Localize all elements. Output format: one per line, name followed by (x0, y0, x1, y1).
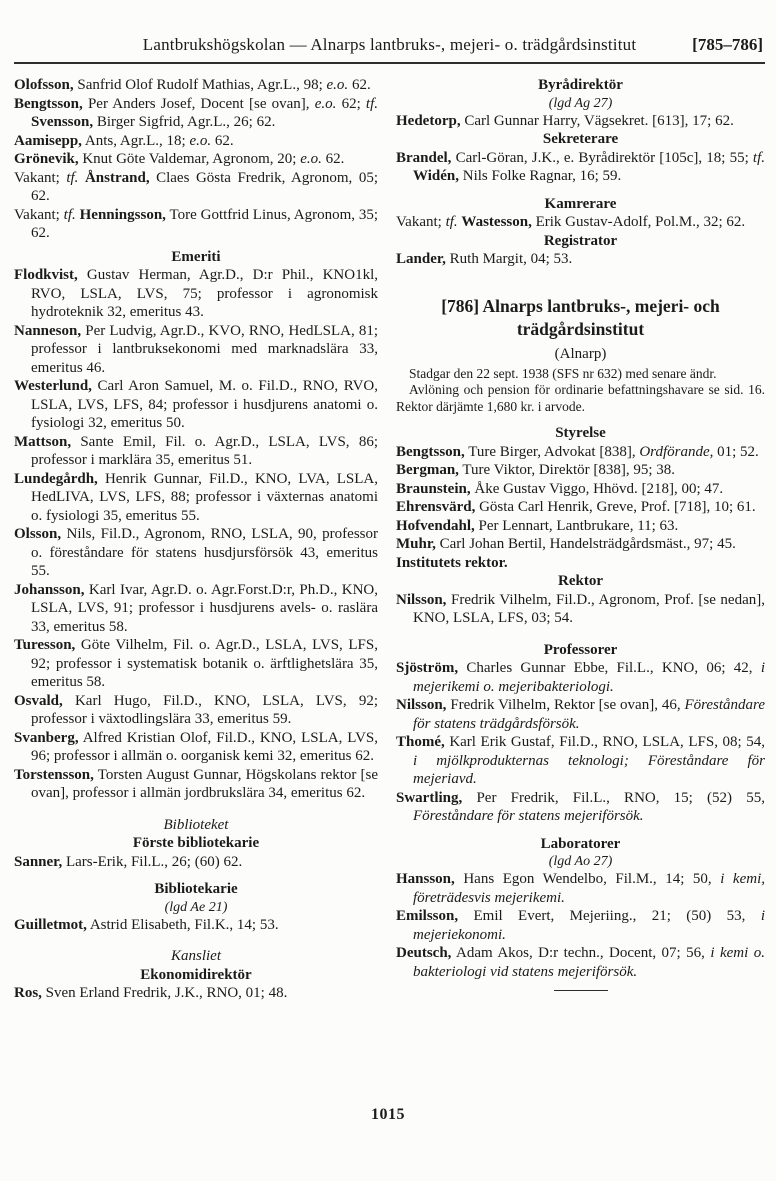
entry-text: Bengtsson, (396, 443, 465, 460)
left-column (14, 76, 378, 1003)
entry-text: Sven Erland Fredrik, J.K., RNO, 01; 48. (41, 985, 288, 1001)
entry-text: Grönevik, (14, 151, 79, 167)
directory-entry (14, 95, 378, 132)
entry-text: Hofvendahl, (396, 517, 475, 534)
entry-text: 62. (211, 132, 234, 149)
article-heading-line: trädgårdsinstitut (516, 318, 645, 339)
vertical-gap (396, 826, 765, 835)
directory-entry (396, 213, 765, 232)
salary-grade-note: (lgd Ao 27) (548, 854, 613, 869)
entry-text: Johansson, (14, 581, 85, 598)
entry-text: Wastesson, (461, 214, 532, 230)
entry-text: Olsson, (14, 526, 62, 542)
section-heading: Sekreterare (542, 131, 619, 147)
entry-text: 62. (348, 77, 371, 93)
entry-text: Tore Gottfrid Linus, Agronom, 35; 62. (31, 206, 378, 241)
directory-entry (396, 480, 765, 499)
entry-text: Ruth Margit, 04; 53. (445, 251, 573, 267)
running-header-page-ref: [785–786] (692, 35, 763, 54)
entry-text: Svensson, (31, 114, 94, 130)
directory-entry (14, 470, 378, 526)
entry-text: i mejeriekonomi. (413, 908, 765, 943)
entry-text: Astrid Elisabeth, Fil.K., 14; 53. (86, 916, 279, 933)
entry-text: Flodkvist, (14, 267, 78, 283)
entry-text: Per Anders Josef, Docent [se ovan], (82, 95, 315, 112)
entry-text: Svanberg, (14, 729, 79, 746)
vertical-gap (396, 628, 765, 641)
entry-text: 62; (336, 95, 366, 112)
directory-entry (396, 461, 765, 480)
vertical-gap (14, 934, 378, 947)
vertical-gap (396, 415, 765, 424)
entry-text: Nils Folke Ragnar, 16; 59. (459, 168, 622, 184)
separator-rule (554, 990, 608, 991)
directory-entry (14, 984, 378, 1003)
directory-entry (14, 169, 378, 206)
directory-entry (396, 733, 765, 789)
directory-entry (14, 916, 378, 935)
directory-entry (14, 433, 378, 470)
entry-text: Lars-Erik, Fil.L., 26; (60) 62. (62, 853, 243, 870)
entry-text: 01; 52. (713, 443, 759, 460)
entry-text: Institutets rektor. (396, 554, 508, 571)
entry-text: Braunstein, (396, 480, 471, 497)
entry-text: Bengtsson, (14, 95, 83, 112)
entry-text: Mattson, (14, 433, 72, 450)
directory-entry (14, 322, 378, 378)
entry-text: e.o. (314, 95, 337, 112)
entry-text: Sanner, (14, 853, 63, 870)
entry-text: Lundegårdh, (14, 470, 98, 487)
section-heading: Registrator (543, 232, 618, 249)
directory-entry (14, 692, 378, 729)
entry-text: Henningsson, (79, 206, 166, 223)
two-column-text (14, 76, 765, 1003)
section-heading: Styrelse (555, 425, 606, 441)
directory-entry (396, 870, 765, 907)
directory-entry (396, 517, 765, 536)
statute-note: Avlöning och pension för ordinarie befattningshavare se sid. 16. Rektor därjämte 1,680 kr. i arvode. (396, 382, 765, 414)
entry-text: Vakant; (14, 169, 67, 186)
entry-text: Föreståndare för statens mejeriförsök. (413, 808, 644, 824)
entry-text: Karl Hugo, Fil.D., KNO, LSLA, LVS, 92; professor i växtodlingslära 33, emeritus 59. (31, 692, 378, 727)
entry-text: Föreståndare för statens trädgårdsförsök. (413, 697, 765, 732)
entry-text: Ants, Agr.L., 18; (81, 132, 190, 149)
entry-text: Brandel, (396, 149, 452, 166)
entry-text: Swartling, (396, 789, 463, 806)
entry-text: Emilsson, (396, 908, 459, 924)
entry-text: Nanneson, (14, 322, 82, 339)
entry-text: Aamisepp, (14, 132, 82, 149)
entry-text: Deutsch, (396, 945, 452, 961)
section-heading: Bibliotekarie (154, 881, 238, 897)
section-heading: Ekonomidirektör (140, 966, 252, 983)
directory-entry (14, 266, 378, 322)
entry-text: i kemi o. bakteriologi vid statens mejeriförsök. (413, 945, 765, 980)
entry-text: Nils, Fil.D., Agronom, RNO, LSLA, 90, professor o. föreståndare för statens husdjursförsök 43, emeritus 55. (31, 526, 378, 579)
entry-text: Åke Gustav Viggo, Hhövd. [218], 00; 47. (470, 480, 724, 497)
entry-text: Thomé, (396, 734, 445, 750)
section-heading: Förste bibliotekarie (132, 835, 260, 851)
section-heading: Professorer (543, 641, 618, 658)
entry-text: tf. (66, 169, 79, 186)
directory-entry (14, 76, 378, 95)
entry-text: Carl Johan Bertil, Handelsträdgårdsmäst., 97; 45. (435, 536, 736, 552)
directory-entry (14, 581, 378, 637)
entry-text: Bergman, (396, 462, 459, 478)
entry-text: Knut Göte Valdemar, Agronom, 20; (78, 151, 301, 167)
entry-text: Ehrensvärd, (396, 499, 476, 515)
statute-note: Stadgar den 22 sept. 1938 (SFS nr 632) med senare ändr. (409, 365, 717, 381)
entry-text: Per Fredrik, Fil.L., RNO, 15; (52) 55, (462, 789, 765, 806)
entry-text: i mjölkprodukternas teknologi; Föreståndare för mejeriavd. (413, 752, 765, 787)
entry-text: tf. (752, 149, 765, 166)
vertical-gap (396, 186, 765, 195)
entry-text: Turesson, (14, 637, 76, 653)
section-heading: Emeriti (171, 248, 221, 265)
entry-text: Torsten August Gunnar, Högskolans rektor [se ovan], professor i allmän jordbrukslära 34, emeritus 62. (31, 766, 378, 801)
salary-grade-note: (lgd Ag 27) (548, 95, 613, 111)
directory-entry (396, 498, 765, 517)
entry-text: Vakant; (396, 214, 446, 230)
entry-text: Fredrik Vilhelm, Rektor [se ovan], 46, (446, 697, 685, 713)
running-header-title: Lantbrukshögskolan — Alnarps lantbruks-, mejeri- o. trädgårdsinstitut (142, 35, 637, 54)
entry-text: Hansson, (396, 871, 455, 887)
entry-text: Vakant; (14, 206, 64, 223)
vertical-gap (14, 803, 378, 816)
section-heading: Rektor (558, 573, 603, 589)
division-heading: Biblioteket (163, 816, 229, 833)
section-heading: Byrådirektör (538, 77, 623, 93)
place-name: (Alnarp) (554, 345, 607, 362)
entry-text: Gustav Herman, Agr.D., D:r Phil., KNO1kl, RVO, LSLA, LVS, 75; professor i agronomisk hydroteknik 32, emeritus 43. (31, 267, 378, 320)
page-number: 1015 (371, 1106, 405, 1123)
entry-text: tf. (63, 206, 76, 223)
division-heading: Kansliet (170, 948, 221, 964)
entry-text: tf. (445, 214, 458, 230)
entry-text: Osvald, (14, 692, 63, 709)
entry-text: Ture Viktor, Direktör [838], 95; 38. (458, 462, 676, 478)
entry-text: Henrik Gunnar, Fil.D., KNO, LVA, LSLA, HedLIVA, LVS, LFS, 88; professor i växternas anatomi o. fysiologi 35, emeritus 55. (31, 470, 378, 524)
entry-text: Ture Birger, Advokat [838], (464, 443, 640, 460)
directory-entry (396, 659, 765, 696)
directory-entry (14, 729, 378, 766)
entry-text: Erik Gustav-Adolf, Pol.M., 32; 62. (531, 214, 746, 230)
entry-text: Westerlund, (14, 378, 92, 394)
entry-text: Carl-Göran, J.K., e. Byrådirektör [105c], 18; 55; (451, 149, 753, 166)
directory-entry (396, 112, 765, 131)
entry-text: Claes Gösta Fredrik, Agronom, 05; 62. (31, 169, 378, 204)
entry-text: Ros, (14, 985, 42, 1001)
directory-entry (14, 206, 378, 243)
entry-text: Nilsson, (396, 697, 447, 713)
entry-text: Olofsson, (14, 77, 74, 93)
entry-text: e.o. (300, 151, 322, 167)
entry-text: Carl Aron Samuel, M. o. Fil.D., RNO, RVO, LSLA, LVS, LFS, 84; professor i husdjurens anatomi o. fysiologi 32, emeritus 50. (31, 378, 378, 431)
entry-text: e.o. (326, 77, 349, 93)
entry-text: Ordförande, (639, 443, 714, 460)
article-heading (396, 295, 765, 341)
entry-text: Muhr, (396, 536, 436, 552)
vertical-gap (14, 871, 378, 880)
entry-text: Carl Gunnar Harry, Vägsekret. [613], 17; 62. (460, 112, 734, 129)
entry-text: Emil Evert, Mejeriing., 21; (50) 53, (458, 908, 761, 924)
directory-entry (396, 554, 765, 573)
entry-text: Gösta Carl Henrik, Greve, Prof. [718], 10; 61. (475, 499, 756, 515)
directory-entry (396, 591, 765, 628)
entry-text: Per Ludvig, Agr.D., KVO, RNO, HedLSLA, 81; professor i lantbruksekonomi med marknadslära 33, emeritus 46. (31, 322, 378, 376)
vertical-gap (396, 269, 765, 295)
directory-entry (14, 636, 378, 692)
section-heading: Kamrerare (544, 195, 617, 212)
directory-entry (14, 525, 378, 581)
directory-entry (396, 535, 765, 554)
directory-entry (396, 907, 765, 944)
directory-entry (396, 944, 765, 981)
entry-text: Fredrik Vilhelm, Fil.D., Agronom, Prof. [se nedan], KNO, LSLA, LFS, 03; 54. (413, 591, 765, 626)
entry-text: Hans Egon Wendelbo, Fil.M., 14; 50, (454, 871, 721, 887)
directory-entry (14, 377, 378, 433)
entry-text: Hedetorp, (396, 112, 461, 129)
entry-text: i kemi, företrädesvis mejerikemi. (413, 871, 766, 906)
entry-text: Guilletmot, (14, 916, 87, 933)
entry-text: Per Lennart, Lantbrukare, 11; 63. (474, 517, 679, 534)
directory-entry (396, 443, 765, 462)
entry-text: e.o. (189, 132, 212, 149)
directory-entry (14, 150, 378, 169)
entry-text: Widén, (413, 168, 459, 184)
entry-text: Karl Ivar, Agr.D. o. Agr.Forst.D:r, Ph.D., KNO, LSLA, LVS, 91; professor i husdjurens avels- o. raslära 33, emeritus 58. (31, 581, 378, 635)
entry-text: Torstensson, (14, 766, 94, 783)
header-rule (14, 62, 765, 64)
entry-text: Lander, (396, 251, 446, 267)
entry-text: Karl Erik Gustaf, Fil.D., RNO, LSLA, LFS, 08; 54, (444, 734, 765, 750)
entry-text: Nilsson, (396, 591, 447, 608)
entry-text: Ånstrand, (84, 169, 150, 186)
entry-text: Göte Vilhelm, Fil. o. Agr.D., LSLA, LVS, LFS, 92; professor i systematisk botanik o. ärftlighetslära 35, emeritus 58. (31, 637, 378, 690)
entry-text: Sjöström, (396, 660, 459, 676)
directory-entry (396, 696, 765, 733)
entry-text: Sante Emil, Fil. o. Agr.D., LSLA, LVS, 86; professor i marklära 35, emeritus 51. (31, 433, 378, 468)
running-header (14, 34, 765, 56)
article-heading-line: [786] Alnarps lantbruks-, mejeri- och (441, 295, 720, 316)
entry-text: Charles Gunnar Ebbe, Fil.L., KNO, 06; 42, (458, 660, 761, 676)
entry-text: tf. (365, 95, 379, 112)
directory-entry (14, 853, 378, 872)
entry-text: Birger Sigfrid, Agr.L., 26; 62. (93, 114, 276, 130)
entry-text: 62. (321, 151, 345, 167)
right-column (396, 76, 765, 991)
entry-text: i mejerikemi o. mejeribakteriologi. (413, 660, 765, 695)
entry-text: Alfred Kristian Olof, Fil.D., KNO, LSLA, LVS, 96; professor i allmän o. oorganisk kemi 32, emeritus 62. (31, 729, 378, 764)
directory-entry (396, 789, 765, 826)
directory-entry (396, 149, 765, 186)
directory-entry (396, 250, 765, 269)
section-heading: Laboratorer (540, 835, 621, 852)
entry-text: Adam Akos, D:r techn., Docent, 07; 56, (451, 945, 711, 961)
salary-grade-note: (lgd Ae 21) (164, 899, 228, 915)
directory-entry (14, 766, 378, 803)
directory-entry (14, 132, 378, 151)
entry-text: Sanfrid Olof Rudolf Mathias, Agr.L., 98; (73, 77, 327, 93)
